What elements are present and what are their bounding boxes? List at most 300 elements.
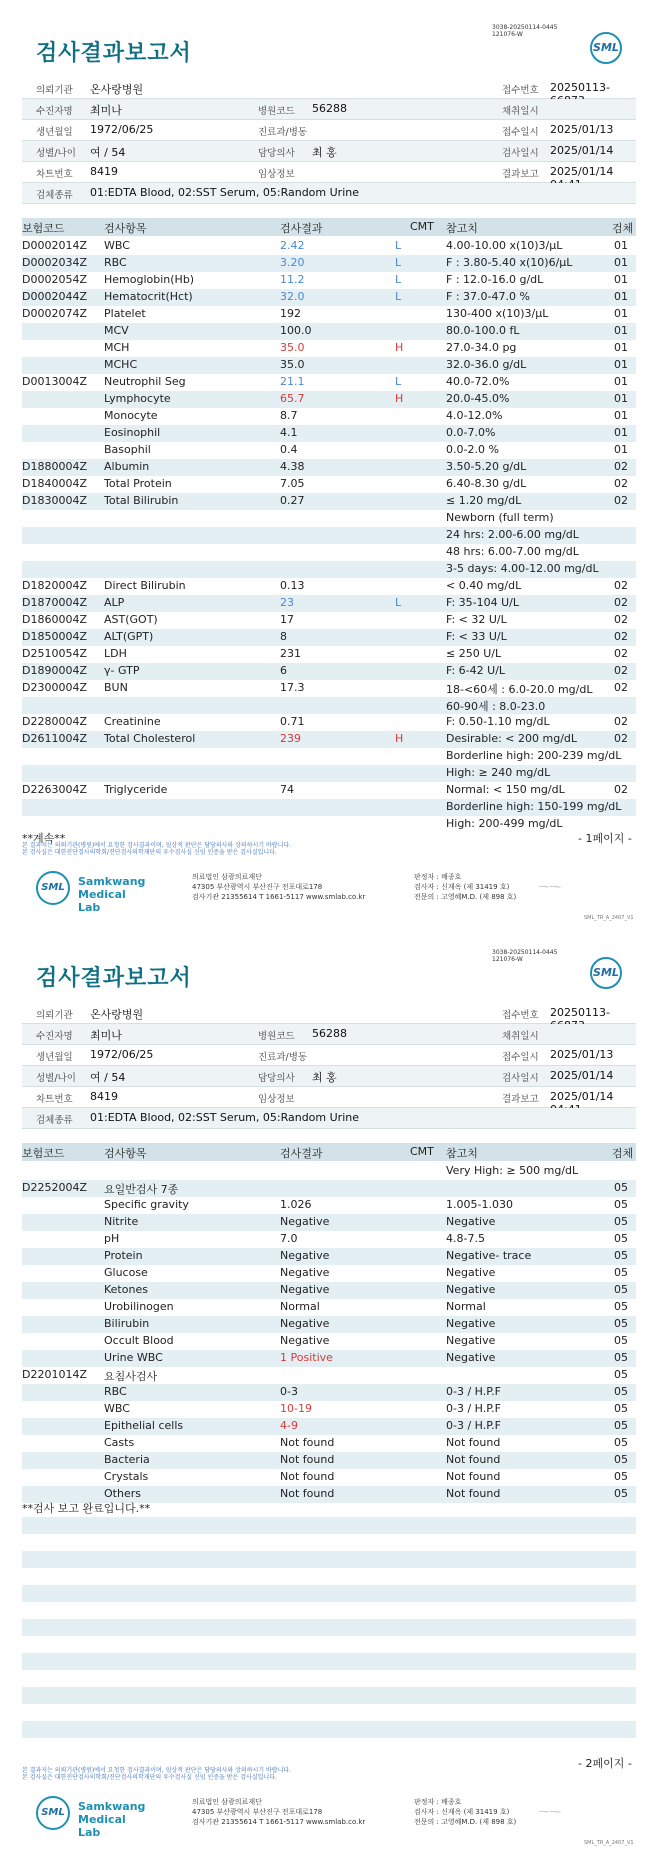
table-row [22,476,636,493]
institution-value: 온사랑병원 [90,1008,144,1021]
cell-code: D0002014Z [22,239,87,252]
cell-specimen: 05 [614,1181,628,1194]
table-row [22,1265,636,1282]
cell-item: Occult Blood [104,1334,174,1347]
cell-specimen: 05 [614,1249,628,1262]
result-table-body-page2 [22,1163,636,1503]
table-row [22,442,636,459]
cell-ref: Not found [446,1453,501,1466]
collect-date-label: 채취일시 [502,1031,539,1042]
cell-specimen: 02 [614,596,628,609]
cell-item: WBC [104,1402,130,1415]
cell-ref: Negative [446,1351,496,1364]
institution-label: 의뢰기관 [36,85,73,96]
patient-info-block [22,1003,636,1129]
cell-result: 23 [280,596,294,609]
patient-value: 최미나 [90,1029,122,1042]
report-date-value: 2025/01/14 [550,165,614,178]
cell-item: LDH [104,647,127,660]
table-row [22,1333,636,1350]
cell-item: Epithelial cells [104,1419,184,1432]
table-row [22,782,636,799]
cell-result: 74 [280,783,294,796]
cell-ref: Newborn (full term) [446,511,554,524]
table-row [22,1401,636,1418]
cell-ref: ≤ 250 U/L [446,647,502,660]
col-code-header: 보험코드 [22,222,65,235]
cell-ref: 80.0-100.0 fL [446,324,520,337]
footer-brand: Samkwang Medical Lab [78,1800,146,1839]
cell-item: pH [104,1232,120,1245]
sex-age-value: 여 / 54 [90,146,126,159]
dob-value: 1972/06/25 [90,123,154,136]
table-row [22,799,636,816]
table-row [22,1299,636,1316]
receipt-no-label: 접수번호 [502,1010,539,1021]
col-cmt-header: CMT [410,220,434,233]
cell-result: 4-9 [280,1419,298,1432]
col-ref-header: 참고치 [446,222,478,235]
doctor-label: 담당의사 [258,148,295,159]
table-row [22,391,636,408]
receipt-no-label: 접수번호 [502,85,539,96]
cell-specimen: 01 [614,324,628,337]
cell-result: Negative [280,1215,330,1228]
report-page-2 [0,925,655,1850]
table-row [22,1163,636,1180]
cell-ref: Not found [446,1487,501,1500]
cell-ref: Negative [446,1334,496,1347]
cell-flag: L [395,239,402,252]
cell-item: MCH [104,341,130,354]
cell-code: D2280004Z [22,715,87,728]
cell-specimen: 05 [614,1487,628,1500]
cell-ref: F: 0.50-1.10 mg/dL [446,715,550,728]
receipt-no-value: 20250113- [550,81,610,94]
cell-specimen: 01 [614,341,628,354]
result-table-header [22,218,636,236]
table-row [22,1197,636,1214]
cell-item: BUN [104,681,128,694]
col-item-header: 검사항목 [104,222,147,235]
cell-ref: 3-5 days: 4.00-12.00 mg/dL [446,562,599,575]
table-row [22,357,636,374]
info-row-4 [22,1066,636,1087]
cell-result: 21.1 [280,375,305,388]
cell-ref: F : 3.80-5.40 x(10)6/μL [446,256,573,269]
patient-label: 수진자명 [36,106,73,117]
table-row [22,289,636,306]
cell-result: Negative [280,1283,330,1296]
page-number-2: - 2페이지 - [578,1757,632,1770]
cell-result: 0.13 [280,579,305,592]
dob-value: 1972/06/25 [90,1048,154,1061]
cell-flag: H [395,392,404,405]
table-row [22,510,636,527]
cell-ref: < 0.40 mg/dL [446,579,522,592]
cell-ref: 24 hrs: 2.00-6.00 mg/dL [446,528,579,541]
cell-code: D0002034Z [22,256,87,269]
cell-result: 8 [280,630,287,643]
info-row-3 [22,120,636,141]
empty-row [22,1704,636,1721]
footer-staff-info: 판정자 : 배종호 검사자 : 신재옥 (제 31419 호) 전문의 : 고영혜M.D. (제 898 호) [414,1798,517,1826]
cell-flag: H [395,732,404,745]
table-row [22,612,636,629]
cell-ref: High: ≥ 240 mg/dL [446,766,551,779]
cell-specimen: 02 [614,460,628,473]
cell-result: 1 Positive [280,1351,333,1364]
cell-ref: 6.40-8.30 g/dL [446,477,527,490]
cell-specimen: 05 [614,1215,628,1228]
specimen-label: 검체종류 [36,190,73,201]
cell-code: D2510054Z [22,647,87,660]
cell-result: Not found [280,1436,335,1449]
cell-item: Bilirubin [104,1317,150,1330]
table-row [22,748,636,765]
test-date-value: 2025/01/14 [550,144,614,157]
empty-row [22,1602,636,1619]
cell-ref: 48 hrs: 6.00-7.00 mg/dL [446,545,579,558]
report-barcode-text: 3038-20250114-0445 121076-W [492,24,558,38]
result-table-body-page1 [22,238,636,833]
table-row [22,1282,636,1299]
cell-result: 3.20 [280,256,305,269]
col-result-header: 검사결과 [280,1147,323,1160]
cell-result: 192 [280,307,301,320]
cell-ref: Normal [446,1300,486,1313]
cell-specimen: 01 [614,307,628,320]
info-row-4 [22,141,636,162]
doctor-value: 최 홍 [312,1071,337,1084]
cell-specimen: 01 [614,273,628,286]
cell-ref: Negative- trace [446,1249,532,1262]
dept-label: 진료과/병동 [258,127,308,138]
info-row-1 [22,78,636,99]
cell-ref: Borderline high: 150-199 mg/dL [446,800,622,813]
table-row [22,255,636,272]
chart-label: 차트번호 [36,169,73,180]
col-specimen-header: 검체 [612,222,634,235]
cell-item: Bacteria [104,1453,150,1466]
cell-item: Triglyceride [104,783,168,796]
cell-specimen: 05 [614,1385,628,1398]
cell-item: Urine WBC [104,1351,163,1364]
cell-ref: 0.0-7.0% [446,426,496,439]
collect-date-label: 채취일시 [502,106,539,117]
receipt-date-label: 접수일시 [502,127,539,138]
cell-result: 231 [280,647,301,660]
table-row [22,1180,636,1197]
cell-result: Negative [280,1249,330,1262]
cell-item: ALT(GPT) [104,630,154,643]
cell-specimen: 05 [614,1351,628,1364]
cell-result: Not found [280,1470,335,1483]
cell-ref: Not found [446,1470,501,1483]
cell-item: Others [104,1487,141,1500]
cell-item: Monocyte [104,409,158,422]
institution-value: 온사랑병원 [90,83,144,96]
cell-item: Total Bilirubin [104,494,179,507]
cell-ref: Negative [446,1283,496,1296]
cell-item: ALP [104,596,125,609]
cell-specimen: 05 [614,1419,628,1432]
hospital-code-label: 병원코드 [258,1031,295,1042]
cell-ref: 0.0-2.0 % [446,443,499,456]
cell-item: Direct Bilirubin [104,579,186,592]
cell-code: D0013004Z [22,375,87,388]
cell-result: 7.0 [280,1232,298,1245]
table-row [22,1469,636,1486]
table-row [22,1248,636,1265]
cell-item: Total Protein [104,477,172,490]
table-row [22,578,636,595]
cell-flag: L [395,290,402,303]
cell-item: Ketones [104,1283,148,1296]
cell-ref: F: < 33 U/L [446,630,507,643]
cell-specimen: 05 [614,1283,628,1296]
cell-item: Albumin [104,460,150,473]
hospital-code-label: 병원코드 [258,106,295,117]
test-date-label: 검사일시 [502,1073,539,1084]
cell-ref: 20.0-45.0% [446,392,510,405]
patient-info-block [22,78,636,204]
cell-result: 2.42 [280,239,305,252]
cell-specimen: 02 [614,715,628,728]
cell-specimen: 02 [614,477,628,490]
cell-specimen: 05 [614,1317,628,1330]
table-row [22,714,636,731]
cell-result: 65.7 [280,392,305,405]
cell-result: Normal [280,1300,320,1313]
cell-specimen: 05 [614,1266,628,1279]
cell-result: 0.27 [280,494,305,507]
cell-item: Total Cholesterol [104,732,196,745]
cell-ref: F: < 32 U/L [446,613,507,626]
cell-item: MCV [104,324,129,337]
info-row-6 [22,183,636,204]
cell-item: Hematocrit(Hct) [104,290,193,303]
cell-flag: L [395,375,402,388]
col-ref-header: 참고치 [446,1147,478,1160]
cell-result: 8.7 [280,409,298,422]
clinical-label: 임상정보 [258,169,295,180]
cell-result: 239 [280,732,301,745]
cell-ref: 3.50-5.20 g/dL [446,460,527,473]
cell-result: 35.0 [280,358,305,371]
cell-ref: 0-3 / H.P.F [446,1419,501,1432]
empty-row [22,1568,636,1585]
table-row [22,408,636,425]
table-row [22,1418,636,1435]
cell-code: D2263004Z [22,783,87,796]
footer-logo [36,1792,146,1839]
clinical-label: 임상정보 [258,1094,295,1105]
cell-item: γ- GTP [104,664,140,677]
cell-result: 35.0 [280,341,305,354]
cell-specimen: 02 [614,664,628,677]
cell-code: D1820004Z [22,579,87,592]
footer-staff-info: 판정자 : 배종호 검사자 : 신재옥 (제 31419 호) 전문의 : 고영혜M.D. (제 898 호) [414,873,517,901]
cell-ref: Negative [446,1215,496,1228]
sml-logo-icon: SML [590,32,622,64]
cell-ref: Borderline high: 200-239 mg/dL [446,749,622,762]
cell-ref: F: 35-104 U/L [446,596,520,609]
cell-ref: ≤ 1.20 mg/dL [446,494,522,507]
form-code: SML_TR_A_2407_V1 [584,915,634,921]
cell-ref: Desirable: < 200 mg/dL [446,732,578,745]
cell-ref: F : 12.0-16.0 g/dL [446,273,544,286]
table-row [22,527,636,544]
cell-code: D1850004Z [22,630,87,643]
sml-footer-logo-icon: SML [36,871,70,905]
cell-ref: 4.0-12.0% [446,409,503,422]
sml-logo-icon: SML [590,957,622,989]
footnote: 본 결과지는 의뢰기관(병원)에서 요청한 검사결과이며, 임상적 판단은 담당의사와 상의하시기 바랍니다. 본 검사실은 대한진단검사의학회/진단검사의학재단의 우수검사실 신임 인증을 받은 검사실입니다. [22,1767,292,1781]
col-cmt-header: CMT [410,1145,434,1158]
cell-item: Glucose [104,1266,148,1279]
cell-ref: 0-3 / H.P.F [446,1385,501,1398]
cell-specimen: 05 [614,1300,628,1313]
hospital-code-value: 56288 [312,1027,347,1040]
cell-result: Negative [280,1266,330,1279]
footer-logo [36,867,146,914]
table-row [22,731,636,748]
cell-ref: 4.8-7.5 [446,1232,485,1245]
receipt-date-value: 2025/01/13 [550,1048,614,1061]
cell-ref: 18-<60세 : 6.0-20.0 mg/dL [446,683,593,696]
empty-rows [22,1517,636,1738]
empty-row [22,1551,636,1568]
table-row [22,459,636,476]
cell-code: D1880004Z [22,460,87,473]
cell-specimen: 05 [614,1436,628,1449]
cell-specimen: 01 [614,426,628,439]
cell-result: 6 [280,664,287,677]
empty-row [22,1517,636,1534]
table-row [22,680,636,697]
table-row [22,816,636,833]
cell-item: Platelet [104,307,146,320]
cell-ref: 40.0-72.0% [446,375,510,388]
receipt-date-value: 2025/01/13 [550,123,614,136]
table-row [22,1350,636,1367]
cell-specimen: 05 [614,1198,628,1211]
report-date-value: 2025/01/14 [550,1090,614,1103]
cell-result: Not found [280,1453,335,1466]
specimen-value: 01:EDTA Blood, 02:SST Serum, 05:Random Urine [90,1111,359,1124]
cell-item: AST(GOT) [104,613,158,626]
cell-specimen: 01 [614,443,628,456]
empty-row [22,1619,636,1636]
cell-ref: F: 6-42 U/L [446,664,506,677]
cell-code: D1890004Z [22,664,87,677]
cell-result: Not found [280,1487,335,1500]
dob-label: 생년월일 [36,127,73,138]
patient-value: 최미나 [90,104,122,117]
report-title: 검사결과보고서 [36,41,192,66]
report-date-label: 결과보고 [502,1094,539,1105]
cell-ref: 0-3 / H.P.F [446,1402,501,1415]
cell-item: MCHC [104,358,138,371]
col-specimen-header: 검체 [612,1147,634,1160]
cell-code: D2300004Z [22,681,87,694]
cell-item: Lymphocyte [104,392,171,405]
footer-org-info: 의료법인 삼광의료재단 47305 부산광역시 부산진구 전포대로178 검사기관 21355614 T 1661-5117 www.smlab.co.kr [192,873,366,901]
info-row-5 [22,162,636,183]
signature-mark: ㅡ·ㅡ·· [538,883,562,892]
cell-code: D1840004Z [22,477,87,490]
table-row [22,697,636,714]
patient-label: 수진자명 [36,1031,73,1042]
cell-code: D0002054Z [22,273,87,286]
cell-item: 요침사검사 [104,1370,158,1383]
cell-ref: 60-90세 : 8.0-23.0 [446,700,546,713]
empty-row [22,1721,636,1738]
doctor-value: 최 홍 [312,146,337,159]
empty-row [22,1534,636,1551]
table-row [22,1367,636,1384]
table-row [22,1452,636,1469]
cell-code: D1860004Z [22,613,87,626]
cell-flag: H [395,341,404,354]
test-date-value: 2025/01/14 [550,1069,614,1082]
cell-item: Nitrite [104,1215,139,1228]
cell-result: 4.1 [280,426,298,439]
report-title: 검사결과보고서 [36,966,192,991]
cell-code: D1870004Z [22,596,87,609]
cell-code: D0002044Z [22,290,87,303]
cell-specimen: 02 [614,783,628,796]
cell-item: Neutrophil Seg [104,375,186,388]
cell-flag: L [395,256,402,269]
cell-specimen: 02 [614,732,628,745]
table-row [22,493,636,510]
cell-ref: Negative [446,1266,496,1279]
table-row [22,340,636,357]
cell-specimen: 02 [614,630,628,643]
table-row [22,374,636,391]
table-row [22,646,636,663]
result-table-header [22,1143,636,1161]
col-item-header: 검사항목 [104,1147,147,1160]
cell-specimen: 01 [614,256,628,269]
cell-ref: Normal: < 150 mg/dL [446,783,565,796]
footer-org-info: 의료법인 삼광의료재단 47305 부산광역시 부산진구 전포대로178 검사기관 21355614 T 1661-5117 www.smlab.co.kr [192,1798,366,1826]
cell-flag: L [395,596,402,609]
page-number-1: - 1페이지 - [578,832,632,845]
cell-result: 32.0 [280,290,305,303]
institution-label: 의뢰기관 [36,1010,73,1021]
dept-label: 진료과/병동 [258,1052,308,1063]
col-code-header: 보험코드 [22,1147,65,1160]
cell-item: Hemoglobin(Hb) [104,273,195,286]
cell-specimen: 05 [614,1453,628,1466]
cell-result: 10-19 [280,1402,312,1415]
cell-item: Specific gravity [104,1198,189,1211]
cell-ref: Very High: ≥ 500 mg/dL [446,1164,579,1177]
chart-value: 8419 [90,1090,118,1103]
cell-result: 0-3 [280,1385,298,1398]
hospital-code-value: 56288 [312,102,347,115]
cell-specimen: 05 [614,1402,628,1415]
cell-specimen: 01 [614,409,628,422]
cell-ref: 27.0-34.0 pg [446,341,517,354]
cell-item: Crystals [104,1470,149,1483]
cell-specimen: 05 [614,1470,628,1483]
cell-result: 1.026 [280,1198,312,1211]
footer-brand: Samkwang Medical Lab [78,875,146,914]
